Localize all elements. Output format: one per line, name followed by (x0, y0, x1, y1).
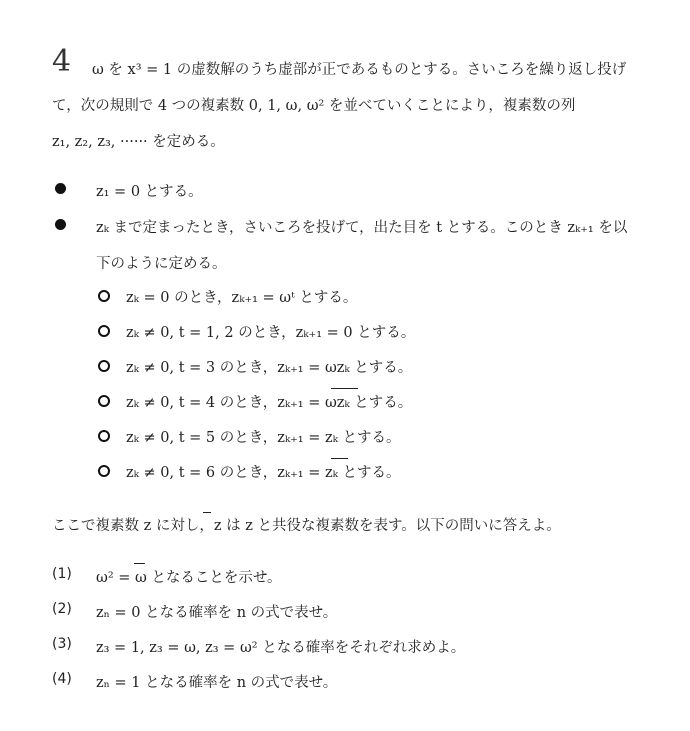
question-label: (2) (52, 601, 72, 617)
case-2: zₖ ≠ 0, t = 1, 2 のとき，zₖ₊₁ = 0 とする。 (126, 325, 416, 341)
intro-line-3: z₁, z₂, z₃, ······ を定める。 (52, 134, 225, 150)
case-ring (98, 325, 110, 337)
intro-line-1: ω を x³ = 1 の虚数解のうち虚部が正であるものとする。さいころを繰り返し投げ (92, 62, 627, 78)
question-4-text: zₙ = 1 となる確率を n の式で表せ。 (96, 675, 338, 691)
rule-bullet-2-line-2: 下のように定める。 (96, 256, 227, 272)
case-3: zₖ ≠ 0, t = 3 のとき，zₖ₊₁ = ωzₖ とする。 (126, 360, 413, 376)
intro-line-2: て，次の規則で 4 つの複素数 0, 1, ω, ω² を並べていくことにより，複素数の列 (52, 98, 576, 114)
question-label: (3) (52, 636, 72, 652)
question-1-text: ω² = ω となることを示せ。 (96, 570, 282, 586)
case-ring (98, 360, 110, 372)
question-2-text: zₙ = 0 となる確率を n の式で表せ。 (96, 605, 338, 621)
conjugate-note: ここで複素数 z に対し，z は z と共役な複素数を表す。以下の問いに答えよ。 (52, 518, 561, 534)
case-4: zₖ ≠ 0, t = 4 のとき，zₖ₊₁ = ωzₖ とする。 (126, 395, 413, 411)
problem-number: 4 (52, 44, 72, 79)
case-1: zₖ = 0 のとき，zₖ₊₁ = ωᵗ とする。 (126, 290, 358, 306)
bullet-dot (55, 183, 66, 194)
bullet-dot (55, 219, 66, 230)
conjugate-bar (331, 458, 348, 459)
case-ring (98, 290, 110, 302)
question-label: (1) (52, 566, 72, 582)
conjugate-bar (203, 512, 211, 513)
conjugate-bar (331, 388, 358, 389)
question-3-text: z₃ = 1, z₃ = ω, z₃ = ω² となる確率をそれぞれ求めよ。 (96, 640, 466, 656)
rule-bullet-1: z₁ = 0 とする。 (96, 184, 203, 200)
case-ring (98, 465, 110, 477)
question-label: (4) (52, 671, 72, 687)
case-ring (98, 395, 110, 407)
case-5: zₖ ≠ 0, t = 5 のとき，zₖ₊₁ = zₖ とする。 (126, 430, 401, 446)
rule-bullet-2-line-1: zₖ まで定まったとき，さいころを投げて，出た目を t とする。このとき zₖ₊₁ を以 (96, 220, 628, 236)
case-ring (98, 430, 110, 442)
case-6: zₖ ≠ 0, t = 6 のとき，zₖ₊₁ = zₖ とする。 (126, 465, 401, 481)
conjugate-bar (134, 563, 145, 564)
